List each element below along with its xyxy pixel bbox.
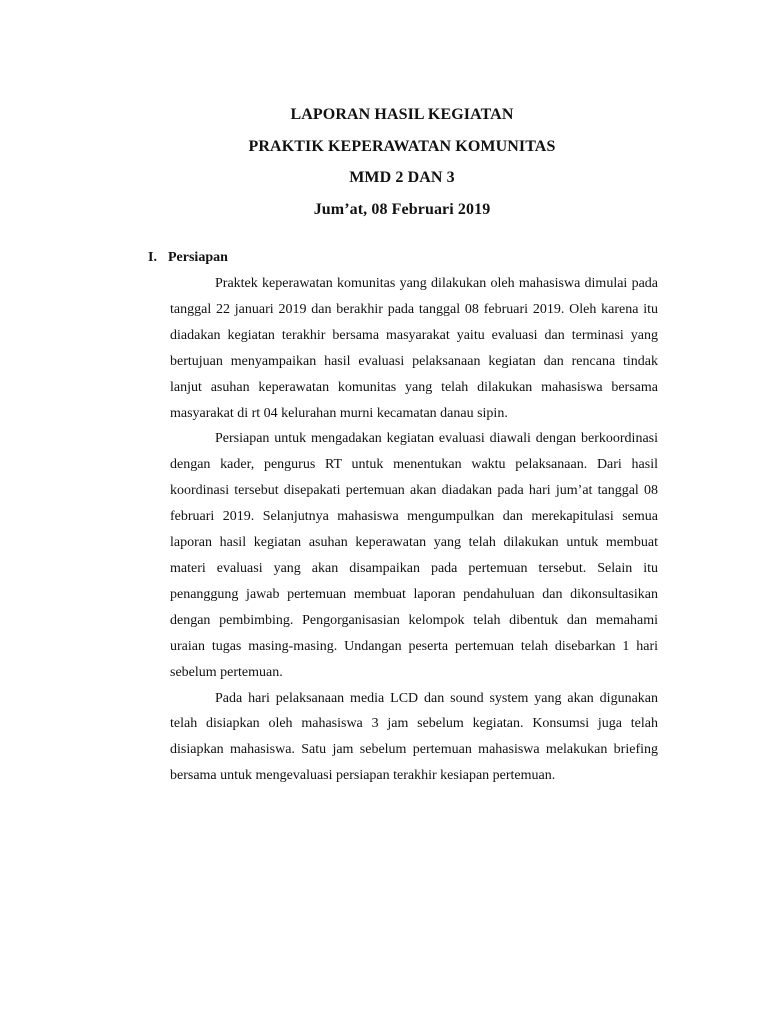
title-line-practice: PRAKTIK KEPERAWATAN KOMUNITAS (248, 137, 556, 155)
section-title: Persiapan (168, 250, 228, 265)
document-title (0, 99, 768, 225)
section-number: I. (148, 250, 157, 265)
title-line-report: LAPORAN HASIL KEGIATAN (290, 106, 514, 123)
paragraph: Praktek keperawatan komunitas yang dilakukan oleh mahasiswa dimulai pada tanggal 22 januari 2019 dan berakhir pada tanggal 08 februari 2019. Oleh karena itu diadakan kegiatan terakhir bersama masyarakat yaitu evaluasi dan terminasi yang bertujuan menyampaikan hasil evaluasi pelaksanaan kegiatan dan rencana tindak lanjut asuhan keperawatan komunitas yang telah dilakukan mahasiswa bersama masyarakat di rt 04 kelurahan murni kecamatan danau sipin. (170, 276, 658, 421)
section-body (170, 271, 658, 789)
paragraph: Pada hari pelaksanaan media LCD dan sound system yang akan digunakan telah disiapkan oleh mahasiswa 3 jam sebelum kegiatan. Konsumsi juga telah disiapkan mahasiswa. Satu jam sebelum pertemuan mahasiswa melakukan briefing bersama untuk mengevaluasi persiapan terakhir kesiapan pertemuan. (170, 690, 658, 784)
section-heading (148, 248, 228, 268)
title-line-date: Jum’at, 08 Februari 2019 (313, 200, 491, 218)
title-line-mmd: MMD 2 DAN 3 (349, 169, 455, 186)
paragraph: Persiapan untuk mengadakan kegiatan evaluasi diawali dengan berkoordinasi dengan kader, pengurus RT untuk menentukan waktu pelaksanaan. Dari hasil koordinasi tersebut disepakati pertemuan akan diadakan pada hari jum’at tanggal 08 februari 2019. Selanjutnya mahasiswa mengumpulkan dan merekapitulasi semua laporan hasil kegiatan asuhan keperawatan yang telah dilakukan untuk membuat materi evaluasi yang akan disampaikan pada pertemuan tersebut. Selain itu penanggung jawab pertemuan membuat laporan pendahuluan dan dikonsultasikan dengan pembimbing. Pengorganisasian kelompok telah dibentuk dan memahami uraian tugas masing-masing. Undangan peserta pertemuan telah disebarkan 1 hari sebelum pertemuan. (170, 431, 658, 680)
